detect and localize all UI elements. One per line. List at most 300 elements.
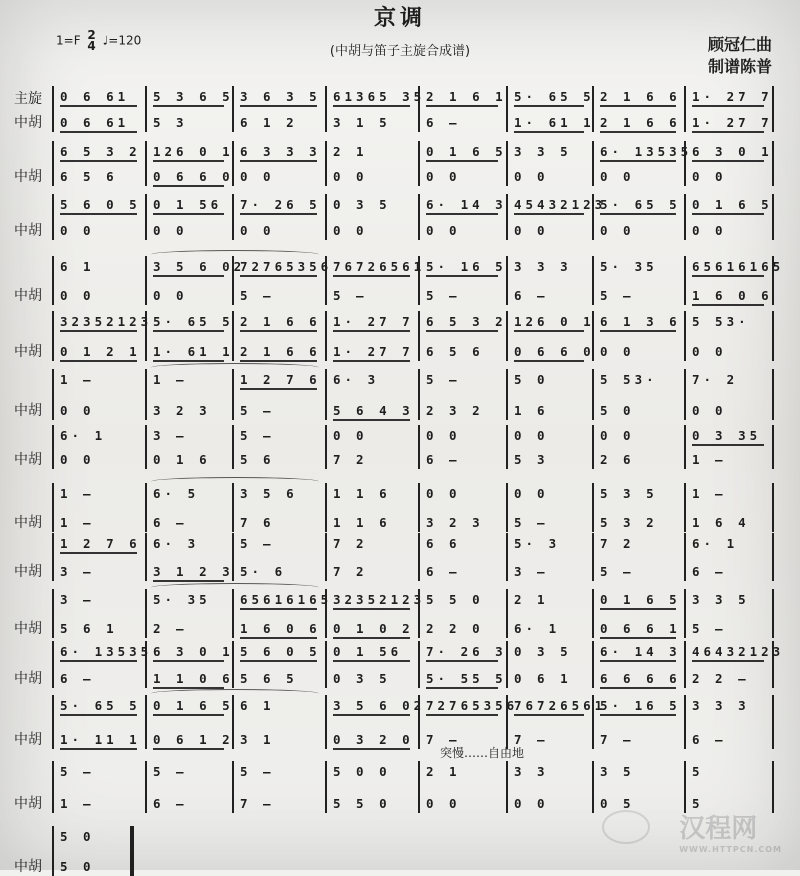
- eighth-note-beam: [333, 105, 410, 107]
- zhonghu-measure: 0 0: [600, 344, 635, 359]
- barline: [145, 695, 147, 749]
- melody-measure: 0 0: [600, 428, 635, 443]
- barline: [325, 533, 327, 581]
- eighth-note-beam: [333, 275, 410, 277]
- watermark-logo-icon: [602, 810, 650, 844]
- melody-measure: 6· 5: [153, 486, 200, 501]
- slur-mark: [151, 363, 319, 372]
- melody-measure: 5 3 6 5: [153, 89, 234, 104]
- barline: [145, 256, 147, 305]
- barline: [52, 641, 54, 688]
- barline: [684, 86, 686, 132]
- slur-mark: [151, 689, 319, 698]
- eighth-note-beam: [333, 608, 410, 610]
- eighth-note-beam: [600, 105, 676, 107]
- barline: [232, 194, 234, 240]
- melody-measure: 5 –: [60, 764, 95, 779]
- barline: [506, 589, 508, 638]
- barline: [592, 425, 594, 469]
- zhonghu-measure: 0 6 6 0: [153, 169, 234, 184]
- zhonghu-measure: 3 1 5: [333, 115, 391, 130]
- part-label-zhonghu: 中胡: [14, 403, 42, 419]
- melody-measure: 5 –: [426, 372, 461, 387]
- zhonghu-measure: 3 1: [240, 732, 275, 747]
- melody-measure: 0 0: [426, 428, 461, 443]
- piece-subtitle: (中胡与笛子主旋合成谱): [329, 44, 471, 59]
- barline: [684, 425, 686, 469]
- eighth-note-beam: [692, 213, 764, 215]
- eighth-note-beam: [153, 185, 224, 187]
- melody-measure: 1 –: [692, 486, 727, 501]
- eighth-note-beam: [600, 637, 676, 639]
- barline: [592, 641, 594, 688]
- melody-measure: 3 3: [514, 764, 549, 779]
- zhonghu-measure: 7 2: [333, 452, 368, 467]
- melody-measure: 3 3 3: [514, 259, 572, 274]
- eighth-note-beam: [692, 660, 764, 662]
- melody-measure: 6· 1: [692, 536, 739, 551]
- zhonghu-measure: 1 –: [60, 515, 95, 530]
- zhonghu-measure: 5· 55 5: [426, 671, 507, 686]
- barline: [506, 483, 508, 532]
- barline: [325, 311, 327, 361]
- eighth-note-beam: [240, 360, 317, 362]
- eighth-note-beam: [153, 748, 224, 750]
- melody-measure: 5 –: [240, 428, 275, 443]
- time-bottom: 4: [87, 39, 96, 53]
- zhonghu-measure: 2 1 6 6: [600, 115, 681, 130]
- barline: [418, 194, 420, 240]
- eighth-note-beam: [514, 360, 584, 362]
- melody-measure: 2 1 6 6: [240, 314, 321, 329]
- zhonghu-measure: 5 –: [514, 515, 549, 530]
- zhonghu-measure: 7 –: [426, 732, 461, 747]
- melody-measure: 5 6 0 5: [240, 644, 321, 659]
- zhonghu-measure: 0 3 5: [333, 671, 391, 686]
- zhonghu-measure: 5: [692, 796, 704, 811]
- part-label-melody: 主旋: [14, 91, 42, 107]
- eighth-note-beam: [600, 714, 676, 716]
- zhonghu-measure: 5· 6: [240, 564, 287, 579]
- zhonghu-measure: 5 6 4 3: [333, 403, 414, 418]
- melody-measure: 3 5 6 02: [333, 698, 426, 713]
- melody-measure: 76726561: [514, 698, 607, 713]
- melody-measure: 5· 35: [153, 592, 211, 607]
- barline: [145, 194, 147, 240]
- eighth-note-beam: [153, 105, 224, 107]
- melody-measure: 45432123: [514, 197, 607, 212]
- zhonghu-measure: 0 0: [60, 288, 95, 303]
- barline: [52, 589, 54, 638]
- zhonghu-measure: 6 –: [692, 564, 727, 579]
- eighth-note-beam: [153, 360, 224, 362]
- eighth-note-beam: [153, 160, 224, 162]
- melody-measure: 46432123: [692, 644, 785, 659]
- zhonghu-measure: 6 –: [153, 796, 188, 811]
- barline: [418, 141, 420, 186]
- eighth-note-beam: [333, 748, 410, 750]
- eighth-note-beam: [426, 330, 498, 332]
- barline: [52, 256, 54, 305]
- zhonghu-measure: 2 –: [153, 621, 188, 636]
- part-label-zhonghu: 中胡: [14, 859, 42, 875]
- barline: [684, 761, 686, 813]
- zhonghu-measure: 7 –: [514, 732, 549, 747]
- zhonghu-measure: 2 2 0: [426, 621, 484, 636]
- melody-measure: 5 5 0: [426, 592, 484, 607]
- melody-measure: 6· 13535: [60, 644, 153, 659]
- barline: [772, 311, 774, 361]
- barline: [772, 369, 774, 420]
- eighth-note-beam: [426, 213, 498, 215]
- zhonghu-measure: 0 6 6 0: [514, 344, 595, 359]
- zhonghu-measure: 1 6 0 6: [692, 288, 773, 303]
- melody-measure: 5 53·: [692, 314, 750, 329]
- barline: [684, 641, 686, 688]
- eighth-note-beam: [426, 105, 498, 107]
- melody-measure: 5 53·: [600, 372, 658, 387]
- melody-measure: 7 2: [333, 536, 368, 551]
- melody-measure: 3 6 3 5: [240, 89, 321, 104]
- part-label-zhonghu: 中胡: [14, 671, 42, 687]
- barline: [325, 483, 327, 532]
- eighth-note-beam: [426, 714, 498, 716]
- barline: [52, 761, 54, 813]
- melody-measure: 3 3 5: [692, 592, 750, 607]
- zhonghu-measure: 5 0: [60, 859, 95, 874]
- eighth-note-beam: [692, 105, 764, 107]
- barline: [145, 483, 147, 532]
- zhonghu-measure: 7 –: [240, 796, 275, 811]
- zhonghu-measure: 0 0: [692, 403, 727, 418]
- zhonghu-measure: 0 0: [426, 223, 461, 238]
- melody-measure: 1 2 7 6: [60, 536, 141, 551]
- barline: [145, 761, 147, 813]
- melody-measure: 0 3 5: [514, 644, 572, 659]
- melody-measure: 6· 14 3: [600, 644, 681, 659]
- melody-measure: 65616165: [692, 259, 785, 274]
- melody-measure: 0 0: [514, 486, 549, 501]
- melody-measure: 7 2: [600, 536, 635, 551]
- barline: [145, 141, 147, 186]
- zhonghu-measure: 0 0: [692, 344, 727, 359]
- melody-measure: 126 0 1: [153, 144, 234, 159]
- zhonghu-measure: 6 –: [426, 564, 461, 579]
- part-label-zhonghu: 中胡: [14, 515, 42, 531]
- melody-measure: 3 5 6: [240, 486, 298, 501]
- zhonghu-measure: 0 0: [600, 169, 635, 184]
- eighth-note-beam: [333, 714, 410, 716]
- eighth-note-beam: [60, 714, 137, 716]
- melody-measure: 2 1: [333, 144, 368, 159]
- melody-measure: 5· 3: [514, 536, 561, 551]
- barline: [232, 589, 234, 638]
- barline: [418, 369, 420, 420]
- melody-measure: 72765356: [240, 259, 333, 274]
- barline: [418, 533, 420, 581]
- zhonghu-measure: 0 0: [692, 223, 727, 238]
- melody-measure: 0 6 61: [60, 89, 130, 104]
- zhonghu-measure: 1 1 6: [333, 515, 391, 530]
- eighth-note-beam: [153, 275, 224, 277]
- melody-measure: 61365 35: [333, 89, 426, 104]
- barline: [325, 641, 327, 688]
- melody-measure: 0 1 56: [333, 644, 403, 659]
- zhonghu-measure: 1 –: [692, 452, 727, 467]
- barline: [232, 761, 234, 813]
- eighth-note-beam: [60, 213, 137, 215]
- zhonghu-measure: 0 0: [60, 452, 95, 467]
- zhonghu-measure: 0 3 2 0: [333, 732, 414, 747]
- melody-measure: 1· 27 7: [333, 314, 414, 329]
- zhonghu-measure: 0 0: [153, 223, 188, 238]
- eighth-note-beam: [333, 330, 410, 332]
- barline: [52, 86, 54, 132]
- tempo-text: ♩=120: [102, 33, 142, 48]
- barline: [684, 369, 686, 420]
- barline: [418, 425, 420, 469]
- eighth-note-beam: [240, 160, 317, 162]
- zhonghu-measure: 0 0: [426, 796, 461, 811]
- zhonghu-measure: 1 1 0 6: [153, 671, 234, 686]
- eighth-note-beam: [426, 687, 498, 689]
- eighth-note-beam: [60, 552, 137, 554]
- barline: [418, 311, 420, 361]
- barline: [684, 311, 686, 361]
- slur-mark: [151, 583, 319, 592]
- zhonghu-measure: 2 2 –: [692, 671, 750, 686]
- zhonghu-measure: 5 3: [153, 115, 188, 130]
- composer-line-2: 制谱陈普: [707, 57, 772, 76]
- eighth-note-beam: [514, 213, 584, 215]
- barline: [772, 483, 774, 532]
- melody-measure: 0 0: [426, 486, 461, 501]
- barline: [592, 141, 594, 186]
- zhonghu-measure: 5 6: [240, 452, 275, 467]
- barline: [325, 194, 327, 240]
- zhonghu-measure: 1 6 0 6: [240, 621, 321, 636]
- barline: [145, 533, 147, 581]
- zhonghu-measure: 6 –: [426, 452, 461, 467]
- melody-measure: 1 –: [153, 372, 188, 387]
- barline: [506, 761, 508, 813]
- zhonghu-measure: 1 –: [60, 796, 95, 811]
- zhonghu-measure: 6· 1: [514, 621, 561, 636]
- zhonghu-measure: 2 6: [600, 452, 635, 467]
- barline: [592, 256, 594, 305]
- eighth-note-beam: [426, 275, 498, 277]
- eighth-note-beam: [240, 275, 317, 277]
- melody-measure: 32352123: [333, 592, 426, 607]
- melody-measure: 2 1: [514, 592, 549, 607]
- zhonghu-measure: 6 5 6: [426, 344, 484, 359]
- zhonghu-measure: 5 –: [426, 288, 461, 303]
- piece-title: 京调: [373, 6, 426, 31]
- eighth-note-beam: [600, 131, 676, 133]
- zhonghu-measure: 5 3 2: [600, 515, 658, 530]
- barline: [506, 425, 508, 469]
- barline: [52, 141, 54, 186]
- zhonghu-measure: 0 0: [333, 169, 368, 184]
- zhonghu-measure: 6 1 2: [240, 115, 298, 130]
- melody-measure: 6· 3: [333, 372, 380, 387]
- barline: [592, 761, 594, 813]
- zhonghu-measure: 3 –: [514, 564, 549, 579]
- melody-measure: 32352123: [60, 314, 153, 329]
- melody-measure: 5· 65 5: [153, 314, 234, 329]
- tempo-change-mark: 突慢……自由地: [440, 746, 525, 760]
- composer-credit: [708, 34, 772, 78]
- zhonghu-measure: 1· 61 1: [153, 344, 234, 359]
- melody-measure: 72765356: [426, 698, 519, 713]
- eighth-note-beam: [514, 714, 584, 716]
- eighth-note-beam: [333, 419, 410, 421]
- melody-measure: 6· 14 3: [426, 197, 507, 212]
- barline: [592, 483, 594, 532]
- zhonghu-measure: 0 0: [60, 403, 95, 418]
- melody-measure: 5 0: [60, 829, 95, 844]
- zhonghu-measure: 0 0: [426, 169, 461, 184]
- barline: [325, 86, 327, 132]
- melody-measure: 5· 65 5: [60, 698, 141, 713]
- melody-measure: 5· 16 5: [426, 259, 507, 274]
- melody-measure: 5· 16 5: [600, 698, 681, 713]
- barline: [772, 589, 774, 638]
- eighth-note-beam: [240, 330, 317, 332]
- barline: [52, 533, 54, 581]
- eighth-note-beam: [240, 388, 317, 390]
- eighth-note-beam: [692, 304, 764, 306]
- barline: [418, 761, 420, 813]
- melody-measure: 0 0: [333, 428, 368, 443]
- barline: [145, 86, 147, 132]
- barline: [772, 761, 774, 813]
- barline: [684, 589, 686, 638]
- barline: [130, 826, 134, 876]
- zhonghu-measure: 0 0: [60, 223, 95, 238]
- melody-measure: 3 3 3: [692, 698, 750, 713]
- melody-measure: 1· 27 7: [692, 89, 773, 104]
- zhonghu-measure: 0 0: [514, 796, 549, 811]
- melody-measure: 5 –: [153, 764, 188, 779]
- barline: [418, 483, 420, 532]
- eighth-note-beam: [240, 105, 317, 107]
- melody-measure: 6· 1: [60, 428, 107, 443]
- melody-measure: 0 3 5: [333, 197, 391, 212]
- part-label-zhonghu: 中胡: [14, 452, 42, 468]
- eighth-note-beam: [426, 660, 498, 662]
- zhonghu-measure: 0 1 6: [153, 452, 211, 467]
- eighth-note-beam: [514, 330, 584, 332]
- zhonghu-measure: 5 –: [600, 288, 635, 303]
- melody-measure: 7· 26 5: [240, 197, 321, 212]
- eighth-note-beam: [600, 213, 676, 215]
- zhonghu-measure: 0 1 2 1: [60, 344, 141, 359]
- zhonghu-measure: 5 6 1: [60, 621, 118, 636]
- melody-measure: 3 5: [600, 764, 635, 779]
- melody-measure: 3 –: [60, 592, 95, 607]
- watermark: [679, 808, 782, 854]
- melody-measure: 5: [692, 764, 704, 779]
- barline: [592, 369, 594, 420]
- eighth-note-beam: [426, 160, 498, 162]
- zhonghu-measure: 3 2 3: [426, 515, 484, 530]
- barline: [52, 425, 54, 469]
- zhonghu-measure: 0 0: [692, 169, 727, 184]
- eighth-note-beam: [600, 660, 676, 662]
- melody-measure: 5 –: [240, 536, 275, 551]
- zhonghu-measure: 6 –: [426, 115, 461, 130]
- zhonghu-measure: 6 6 6 6: [600, 671, 681, 686]
- eighth-note-beam: [240, 213, 317, 215]
- zhonghu-measure: 2 3 2: [426, 403, 484, 418]
- melody-measure: 3 –: [153, 428, 188, 443]
- eighth-note-beam: [60, 160, 137, 162]
- melody-measure: 1 2 7 6: [240, 372, 321, 387]
- barline: [684, 483, 686, 532]
- barline: [52, 311, 54, 361]
- melody-measure: 65616165: [240, 592, 333, 607]
- zhonghu-measure: 6 –: [692, 732, 727, 747]
- melody-measure: 0 1 6 5: [426, 144, 507, 159]
- part-label-zhonghu: 中胡: [14, 169, 42, 185]
- melody-measure: 5 –: [240, 764, 275, 779]
- melody-measure: 5· 65 5: [600, 197, 681, 212]
- melody-measure: 6 5 3 2: [60, 144, 141, 159]
- eighth-note-beam: [692, 444, 764, 446]
- melody-measure: 6 1 3 6: [600, 314, 681, 329]
- melody-measure: 6 1: [60, 259, 95, 274]
- key-text: 1=F: [56, 33, 81, 48]
- melody-measure: 7· 2: [692, 372, 739, 387]
- melody-measure: 6 5 3 2: [426, 314, 507, 329]
- eighth-note-beam: [153, 660, 224, 662]
- melody-measure: 76726561: [333, 259, 426, 274]
- barline: [145, 589, 147, 638]
- barline: [592, 589, 594, 638]
- slur-mark: [151, 250, 319, 259]
- zhonghu-measure: 5 –: [600, 564, 635, 579]
- zhonghu-measure: 0 5: [600, 796, 635, 811]
- part-label-zhonghu: 中胡: [14, 288, 42, 304]
- zhonghu-measure: 3 –: [60, 564, 95, 579]
- barline: [52, 369, 54, 420]
- zhonghu-measure: 1· 27 7: [692, 115, 773, 130]
- barline: [52, 826, 54, 876]
- barline: [145, 425, 147, 469]
- zhonghu-measure: 6 –: [514, 288, 549, 303]
- barline: [232, 425, 234, 469]
- melody-measure: 6 1: [240, 698, 275, 713]
- zhonghu-measure: 7 6: [240, 515, 275, 530]
- zhonghu-measure: 0 0: [333, 223, 368, 238]
- zhonghu-measure: 5 5 0: [333, 796, 391, 811]
- melody-measure: 1 –: [60, 372, 95, 387]
- melody-measure: 5 0: [514, 372, 549, 387]
- part-label-zhonghu: 中胡: [14, 564, 42, 580]
- eighth-note-beam: [600, 160, 676, 162]
- zhonghu-measure: 1· 61 1: [514, 115, 595, 130]
- melody-measure: 0 1 6 5: [692, 197, 773, 212]
- barline: [325, 761, 327, 813]
- zhonghu-measure: 0 6 1: [514, 671, 572, 686]
- barline: [52, 483, 54, 532]
- zhonghu-measure: 1· 11 1: [60, 732, 141, 747]
- barline: [232, 483, 234, 532]
- part-label-zhonghu: 中胡: [14, 223, 42, 239]
- zhonghu-measure: 0 1 0 2: [333, 621, 414, 636]
- zhonghu-measure: 2 1 6 6: [240, 344, 321, 359]
